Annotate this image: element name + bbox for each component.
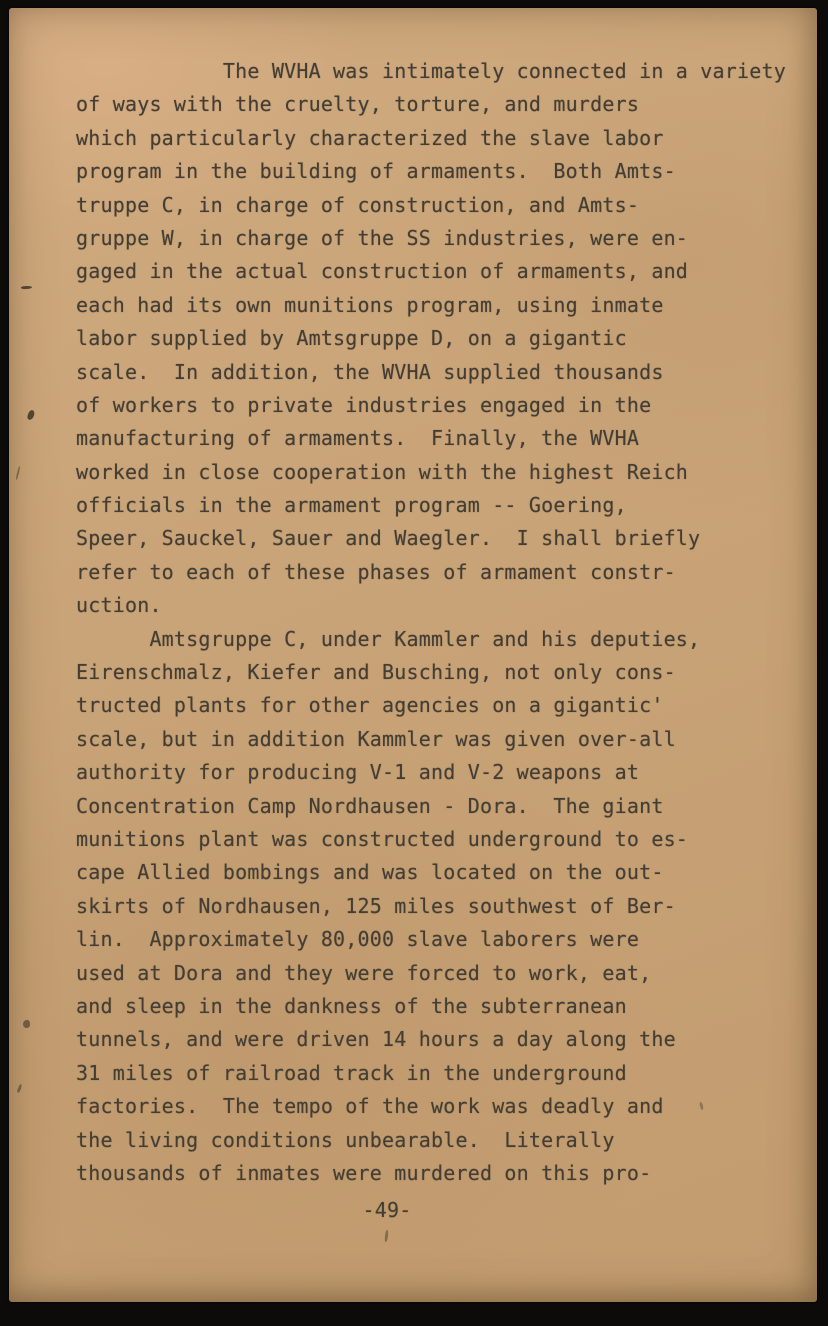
text-line: thousands of inmates were murdered on this pro-: [76, 1160, 652, 1185]
text-line: skirts of Nordhausen, 125 miles southwest of Ber-: [76, 893, 676, 918]
scan-speck: [16, 1084, 22, 1093]
text-line: officials in the armament program -- Goering,: [76, 493, 627, 518]
text-line: tunnels, and were driven 14 hours a day along the: [76, 1027, 676, 1052]
text-line: program in the building of armaments. Both Amts-: [76, 159, 676, 184]
text-block: [76, 55, 786, 1190]
text-line: authority for producing V-1 and V-2 weapons at: [76, 760, 640, 785]
text-line: scale. In addition, the WVHA supplied thousands: [76, 359, 664, 384]
text-line: Amtsgruppe C, under Kammler and his deputies,: [76, 626, 701, 651]
text-line: 31 miles of railroad track in the underground: [76, 1060, 627, 1085]
text-line: worked in close cooperation with the highest Reich: [76, 459, 689, 484]
text-line: used at Dora and they were forced to work, eat,: [76, 960, 652, 985]
scan-speck: [384, 1230, 389, 1242]
scan-speck: [21, 286, 32, 290]
text-line: of workers to private industries engaged in the: [76, 392, 652, 417]
text-line: each had its own munitions program, using inmate: [76, 292, 664, 317]
text-line: the living conditions unbearable. Literally: [76, 1127, 615, 1152]
text-line: of ways with the cruelty, torture, and murders: [76, 92, 640, 117]
text-line: gruppe W, in charge of the SS industries, were en-: [76, 225, 689, 250]
text-line: refer to each of these phases of armament constr-: [76, 559, 676, 584]
text-line: truppe C, in charge of construction, and Amts-: [76, 192, 640, 217]
text-line: cape Allied bombings and was located on the out-: [76, 860, 664, 885]
text-line: Concentration Camp Nordhausen - Dora. The giant: [76, 793, 664, 818]
text-line: Speer, Sauckel, Sauer and Waegler. I shall briefly: [76, 526, 701, 551]
text-line: The WVHA was intimately connected in a variety: [76, 59, 786, 83]
text-line: factories. The tempo of the work was deadly and: [76, 1094, 664, 1119]
page-number: -49-: [362, 1198, 412, 1222]
text-line: manufacturing of armaments. Finally, the WVHA: [76, 426, 640, 451]
document-page: [9, 8, 817, 1302]
text-line: Eirenschmalz, Kiefer and Busching, not only cons-: [76, 660, 676, 685]
text-line: lin. Approximately 80,000 slave laborers were: [76, 927, 640, 952]
text-line: tructed plants for other agencies on a gigantic': [76, 693, 664, 718]
text-line: labor supplied by Amtsgruppe D, on a gigantic: [76, 326, 627, 351]
text-line: scale, but in addition Kammler was given over-all: [76, 726, 676, 751]
text-line: gaged in the actual construction of armaments, and: [76, 259, 689, 284]
scan-speck: [699, 1102, 704, 1110]
scan-speck: [15, 466, 20, 480]
text-line: uction.: [76, 593, 162, 618]
text-line: and sleep in the dankness of the subterranean: [76, 993, 627, 1018]
scan-speck: [27, 409, 36, 420]
text-line: munitions plant was constructed underground to es-: [76, 826, 689, 851]
scan-speck: [22, 1019, 30, 1028]
text-line: which particularly characterized the slave labor: [76, 125, 664, 150]
